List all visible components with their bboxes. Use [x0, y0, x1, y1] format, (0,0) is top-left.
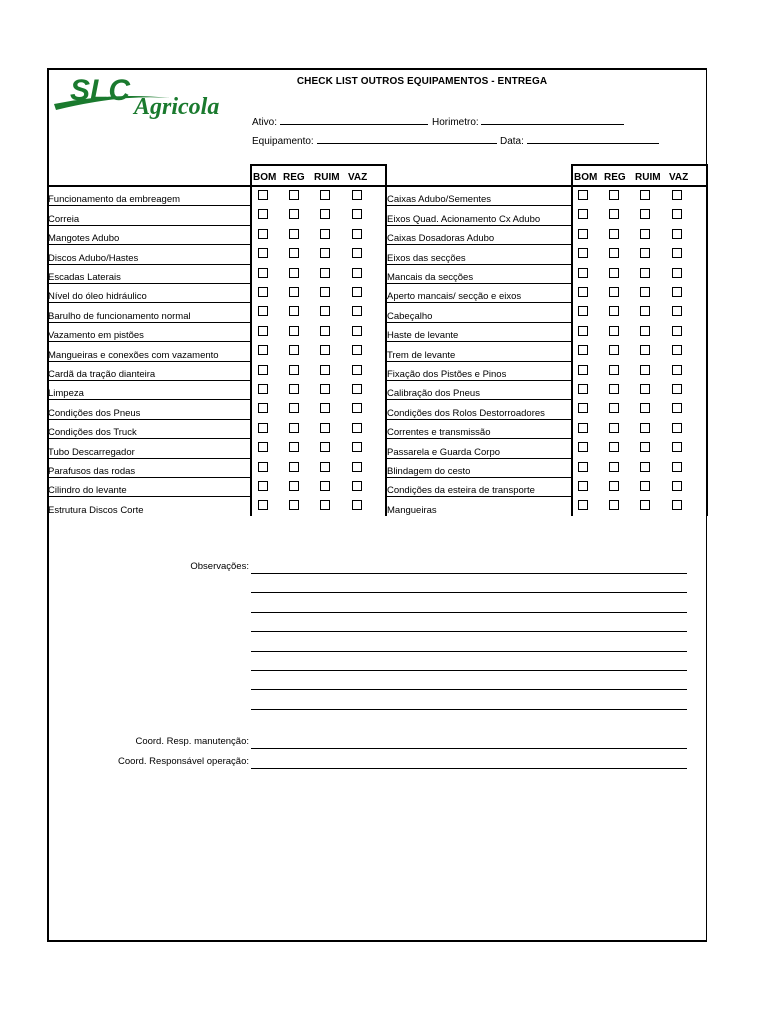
checklist-item-label: Nível do óleo hidráulico — [48, 291, 147, 303]
left-col-header-ruim: RUIM — [314, 172, 340, 183]
coord-manutencao-label: Coord. Resp. manutenção: — [135, 736, 249, 747]
checklist-item-label: Passarela e Guarda Corpo — [387, 446, 501, 458]
observacoes-label: Observações: — [190, 561, 249, 572]
checkbox-bom[interactable] — [258, 209, 268, 219]
checkbox-ruim[interactable] — [640, 442, 650, 452]
checkbox-vaz[interactable] — [672, 268, 682, 278]
left-col-header-bom: BOM — [253, 172, 277, 183]
ativo-label: Ativo: — [252, 117, 278, 128]
checklist-item-label: Limpeza — [48, 388, 84, 400]
checkbox-vaz[interactable] — [672, 209, 682, 219]
right-checklist-row — [386, 284, 571, 303]
checkbox-vaz[interactable] — [352, 190, 362, 200]
checklist-item-label: Aperto mancais/ secção e eixos — [387, 291, 522, 303]
checklist-item-label: Trem de levante — [387, 349, 456, 361]
right-checklist-row — [386, 497, 571, 516]
checkbox-reg[interactable] — [289, 190, 299, 200]
coord-operacao-line[interactable] — [251, 768, 687, 769]
observacoes-line[interactable] — [251, 670, 687, 671]
left-checklist-row — [47, 381, 250, 400]
observacoes-line[interactable] — [251, 651, 687, 652]
checkbox-vaz[interactable] — [672, 287, 682, 297]
checklist-item-label: Cabeçalho — [387, 310, 433, 322]
checkbox-bom[interactable] — [578, 268, 588, 278]
checkbox-reg[interactable] — [609, 345, 619, 355]
checkbox-bom[interactable] — [578, 306, 588, 316]
left-checklist-row — [47, 265, 250, 284]
checkbox-bom[interactable] — [578, 248, 588, 258]
right-checklist-row — [386, 206, 571, 225]
checkbox-ruim[interactable] — [640, 306, 650, 316]
checkbox-reg[interactable] — [609, 306, 619, 316]
checkbox-reg[interactable] — [609, 384, 619, 394]
checkbox-reg[interactable] — [609, 403, 619, 413]
logo-brand: SLC — [70, 74, 130, 107]
left-checklist-row — [47, 420, 250, 439]
checklist-item-label: Calibração dos Pneus — [387, 388, 480, 400]
equipamento-input-line[interactable] — [317, 134, 497, 144]
checkbox-vaz[interactable] — [352, 268, 362, 278]
checkbox-bom[interactable] — [258, 423, 268, 433]
observacoes-line[interactable] — [251, 612, 687, 613]
checkbox-reg[interactable] — [609, 268, 619, 278]
checkbox-bom[interactable] — [258, 326, 268, 336]
checkbox-bom[interactable] — [578, 365, 588, 375]
checklist-item-label: Mancais da secções — [387, 271, 474, 283]
left-checklist-row — [47, 478, 250, 497]
coord-manutencao-line[interactable] — [251, 748, 687, 749]
left-checklist-row — [47, 342, 250, 361]
checkbox-reg[interactable] — [289, 287, 299, 297]
checkbox-ruim[interactable] — [320, 423, 330, 433]
checkbox-reg[interactable] — [609, 190, 619, 200]
left-checklist-row — [47, 323, 250, 342]
checkbox-reg[interactable] — [609, 500, 619, 510]
checklist-item-label: Cardã da tração dianteira — [48, 368, 156, 380]
checkbox-ruim[interactable] — [640, 365, 650, 375]
right-header-top — [571, 164, 708, 166]
left-checklist-row — [47, 245, 250, 264]
checklist-item-label: Condições dos Pneus — [48, 407, 141, 419]
checkbox-bom[interactable] — [578, 229, 588, 239]
ativo-field[interactable] — [252, 115, 428, 128]
checkbox-vaz[interactable] — [352, 287, 362, 297]
left-checklist-row — [47, 187, 250, 206]
right-checklist-row — [386, 323, 571, 342]
checkbox-reg[interactable] — [609, 248, 619, 258]
right-checklist-row — [386, 420, 571, 439]
checklist-item-label: Parafusos das rodas — [48, 465, 136, 477]
checkbox-reg[interactable] — [289, 423, 299, 433]
checklist-item-label: Correia — [48, 213, 80, 225]
checklist-item-label: Mangotes Adubo — [48, 233, 120, 245]
checkbox-ruim[interactable] — [320, 442, 330, 452]
horimetro-label: Horimetro: — [432, 117, 479, 128]
checkbox-vaz[interactable] — [352, 384, 362, 394]
checkbox-bom[interactable] — [578, 481, 588, 491]
left-checklist-row — [47, 206, 250, 225]
checklist-item-label: Caixas Dosadoras Adubo — [387, 233, 495, 245]
checkbox-ruim[interactable] — [320, 462, 330, 472]
checkbox-vaz[interactable] — [352, 442, 362, 452]
checkbox-vaz[interactable] — [672, 190, 682, 200]
left-checklist-row — [47, 497, 250, 516]
checkbox-reg[interactable] — [289, 345, 299, 355]
left-checklist-row — [47, 439, 250, 458]
checkbox-vaz[interactable] — [672, 365, 682, 375]
checkbox-vaz[interactable] — [672, 326, 682, 336]
checkbox-ruim[interactable] — [640, 248, 650, 258]
checkbox-vaz[interactable] — [672, 462, 682, 472]
checkbox-bom[interactable] — [578, 326, 588, 336]
checkbox-ruim[interactable] — [640, 209, 650, 219]
left-col-header-reg: REG — [283, 172, 305, 183]
right-checklist-row — [386, 303, 571, 322]
checkbox-bom[interactable] — [258, 248, 268, 258]
checkbox-vaz[interactable] — [352, 306, 362, 316]
checkbox-reg[interactable] — [289, 481, 299, 491]
checklist-item-label: Blindagem do cesto — [387, 465, 471, 477]
equipamento-label: Equipamento: — [252, 136, 314, 147]
logo-name: Agricola — [134, 94, 220, 120]
checkbox-vaz[interactable] — [352, 365, 362, 375]
right-col-header-vaz: VAZ — [669, 172, 689, 183]
checkbox-vaz[interactable] — [672, 500, 682, 510]
observacoes-line[interactable] — [251, 631, 687, 632]
checkbox-bom[interactable] — [258, 190, 268, 200]
checklist-item-label: Vazamento em pistões — [48, 330, 144, 342]
checkbox-vaz[interactable] — [352, 326, 362, 336]
checkbox-reg[interactable] — [609, 209, 619, 219]
checkbox-vaz[interactable] — [352, 481, 362, 491]
checkbox-vaz[interactable] — [352, 462, 362, 472]
data-label: Data: — [500, 136, 524, 147]
horimetro-field[interactable] — [432, 115, 624, 128]
checkbox-ruim[interactable] — [640, 423, 650, 433]
checkbox-ruim[interactable] — [320, 345, 330, 355]
checkbox-ruim[interactable] — [320, 384, 330, 394]
checkbox-ruim[interactable] — [640, 481, 650, 491]
right-checklist-row — [386, 400, 571, 419]
checkbox-bom[interactable] — [578, 190, 588, 200]
checklist-item-label: Haste de levante — [387, 330, 459, 342]
checkbox-vaz[interactable] — [352, 345, 362, 355]
checkbox-reg[interactable] — [289, 365, 299, 375]
observacoes-line[interactable] — [251, 709, 687, 710]
checkbox-ruim[interactable] — [320, 190, 330, 200]
checkbox-ruim[interactable] — [640, 345, 650, 355]
checkbox-ruim[interactable] — [640, 229, 650, 239]
checkbox-ruim[interactable] — [640, 500, 650, 510]
horimetro-input-line[interactable] — [481, 115, 624, 125]
logo-icon — [52, 74, 242, 120]
observacoes-line[interactable] — [251, 689, 687, 690]
right-checklist-row — [386, 342, 571, 361]
checkbox-bom[interactable] — [258, 462, 268, 472]
checklist-item-label: Escadas Laterais — [48, 271, 121, 283]
checkbox-bom[interactable] — [578, 287, 588, 297]
checkbox-ruim[interactable] — [320, 403, 330, 413]
checkbox-reg[interactable] — [289, 209, 299, 219]
checkbox-ruim[interactable] — [640, 287, 650, 297]
checkbox-vaz[interactable] — [352, 229, 362, 239]
checklist-item-label: Tubo Descarregador — [48, 446, 135, 458]
checkbox-bom[interactable] — [258, 500, 268, 510]
checkbox-reg[interactable] — [289, 462, 299, 472]
right-checklist-row — [386, 478, 571, 497]
checkbox-bom[interactable] — [258, 287, 268, 297]
checkbox-vaz[interactable] — [672, 403, 682, 413]
checklist-item-label: Condições dos Truck — [48, 427, 137, 439]
checkbox-bom[interactable] — [578, 384, 588, 394]
checkbox-ruim[interactable] — [320, 481, 330, 491]
checkbox-bom[interactable] — [258, 481, 268, 491]
checkbox-reg[interactable] — [289, 384, 299, 394]
checkbox-reg[interactable] — [609, 287, 619, 297]
checkbox-bom[interactable] — [258, 229, 268, 239]
checklist-item-label: Condições da esteira de transporte — [387, 485, 535, 497]
checkbox-ruim[interactable] — [320, 268, 330, 278]
checkbox-vaz[interactable] — [672, 229, 682, 239]
checkbox-bom[interactable] — [578, 500, 588, 510]
checkbox-reg[interactable] — [289, 229, 299, 239]
checkbox-vaz[interactable] — [352, 248, 362, 258]
checkbox-ruim[interactable] — [640, 190, 650, 200]
right-checklist-row — [386, 226, 571, 245]
right-col-header-ruim: RUIM — [635, 172, 661, 183]
right-checklist-row — [386, 381, 571, 400]
right-col-header-reg: REG — [604, 172, 626, 183]
checkbox-bom[interactable] — [578, 345, 588, 355]
right-checklist-row — [386, 265, 571, 284]
right-checklist-row — [386, 245, 571, 264]
checkbox-bom[interactable] — [258, 403, 268, 413]
checkbox-bom[interactable] — [578, 403, 588, 413]
checkbox-vaz[interactable] — [672, 384, 682, 394]
right-checklist-row — [386, 439, 571, 458]
checkbox-vaz[interactable] — [352, 423, 362, 433]
left-checklist-row — [47, 362, 250, 381]
checkbox-reg[interactable] — [609, 365, 619, 375]
checkbox-bom[interactable] — [578, 423, 588, 433]
checkbox-bom[interactable] — [258, 384, 268, 394]
checklist-item-label: Estrutura Discos Corte — [48, 504, 144, 516]
checkbox-reg[interactable] — [289, 248, 299, 258]
right-col-header-bom: BOM — [574, 172, 598, 183]
checkbox-bom[interactable] — [578, 209, 588, 219]
checklist-item-label: Mangueiras — [387, 504, 437, 516]
checkbox-ruim[interactable] — [320, 326, 330, 336]
ativo-input-line[interactable] — [280, 115, 428, 125]
checkbox-reg[interactable] — [609, 326, 619, 336]
checkbox-reg[interactable] — [289, 306, 299, 316]
left-checklist-row — [47, 400, 250, 419]
observacoes-line[interactable] — [251, 573, 687, 574]
right-grid-start — [571, 164, 573, 516]
data-input-line[interactable] — [527, 134, 659, 144]
checkbox-reg[interactable] — [289, 326, 299, 336]
checkbox-ruim[interactable] — [320, 248, 330, 258]
checklist-item-label: Correntes e transmissão — [387, 427, 491, 439]
slc-agricola-logo — [52, 74, 242, 120]
checklist-item-label: Funcionamento da embreagem — [48, 194, 181, 206]
checkbox-ruim[interactable] — [640, 403, 650, 413]
equipamento-field[interactable] — [252, 134, 497, 147]
checklist-item-label: Cilindro do levante — [48, 485, 127, 497]
left-grid-start — [250, 164, 252, 516]
checkbox-vaz[interactable] — [672, 248, 682, 258]
checkbox-vaz[interactable] — [672, 442, 682, 452]
page-title: CHECK LIST OUTROS EQUIPAMENTOS - ENTREGA — [296, 76, 548, 87]
checkbox-ruim[interactable] — [640, 462, 650, 472]
checkbox-bom[interactable] — [258, 268, 268, 278]
left-checklist-row — [47, 284, 250, 303]
checkbox-bom[interactable] — [258, 442, 268, 452]
checklist-item-label: Caixas Adubo/Sementes — [387, 194, 492, 206]
checkbox-vaz[interactable] — [352, 403, 362, 413]
checklist-item-label: Eixos das secções — [387, 252, 466, 264]
checkbox-ruim[interactable] — [640, 326, 650, 336]
checkbox-bom[interactable] — [258, 365, 268, 375]
checklist-item-label: Mangueiras e conexões com vazamento — [48, 349, 219, 361]
checkbox-ruim[interactable] — [640, 268, 650, 278]
left-checklist-row — [47, 226, 250, 245]
checkbox-bom[interactable] — [258, 345, 268, 355]
right-grid-end — [706, 164, 708, 516]
checkbox-vaz[interactable] — [352, 209, 362, 219]
checkbox-ruim[interactable] — [320, 306, 330, 316]
checkbox-ruim[interactable] — [320, 209, 330, 219]
checkbox-ruim[interactable] — [640, 384, 650, 394]
checkbox-reg[interactable] — [609, 481, 619, 491]
checkbox-vaz[interactable] — [672, 306, 682, 316]
checkbox-reg[interactable] — [289, 442, 299, 452]
checkbox-reg[interactable] — [289, 403, 299, 413]
checkbox-ruim[interactable] — [320, 287, 330, 297]
checkbox-ruim[interactable] — [320, 365, 330, 375]
checkbox-ruim[interactable] — [320, 229, 330, 239]
checkbox-reg[interactable] — [609, 423, 619, 433]
left-col-header-vaz: VAZ — [348, 172, 368, 183]
right-checklist-row — [386, 187, 571, 206]
left-header-top — [250, 164, 386, 166]
checklist-item-label: Eixos Quad. Acionamento Cx Adubo — [387, 213, 541, 225]
checkbox-vaz[interactable] — [672, 481, 682, 491]
checkbox-bom[interactable] — [258, 306, 268, 316]
checkbox-reg[interactable] — [609, 462, 619, 472]
checkbox-vaz[interactable] — [672, 423, 682, 433]
left-checklist-row — [47, 459, 250, 478]
right-checklist-row — [386, 362, 571, 381]
checkbox-bom[interactable] — [578, 442, 588, 452]
left-checklist-row — [47, 303, 250, 322]
checkbox-reg[interactable] — [609, 442, 619, 452]
checkbox-vaz[interactable] — [352, 500, 362, 510]
checklist-item-label: Barulho de funcionamento normal — [48, 310, 191, 322]
checkbox-reg[interactable] — [289, 500, 299, 510]
checkbox-bom[interactable] — [578, 462, 588, 472]
checkbox-vaz[interactable] — [672, 345, 682, 355]
observacoes-line[interactable] — [251, 592, 687, 593]
checklist-item-label: Fixação dos Pistões e Pinos — [387, 368, 507, 380]
checklist-item-label: Discos Adubo/Hastes — [48, 252, 139, 264]
data-field[interactable] — [500, 134, 659, 147]
checkbox-reg[interactable] — [289, 268, 299, 278]
checklist-item-label: Condições dos Rolos Destorroadores — [387, 407, 545, 419]
checkbox-ruim[interactable] — [320, 500, 330, 510]
right-checklist-row — [386, 459, 571, 478]
checkbox-reg[interactable] — [609, 229, 619, 239]
coord-operacao-label: Coord. Responsável operação: — [118, 756, 249, 767]
